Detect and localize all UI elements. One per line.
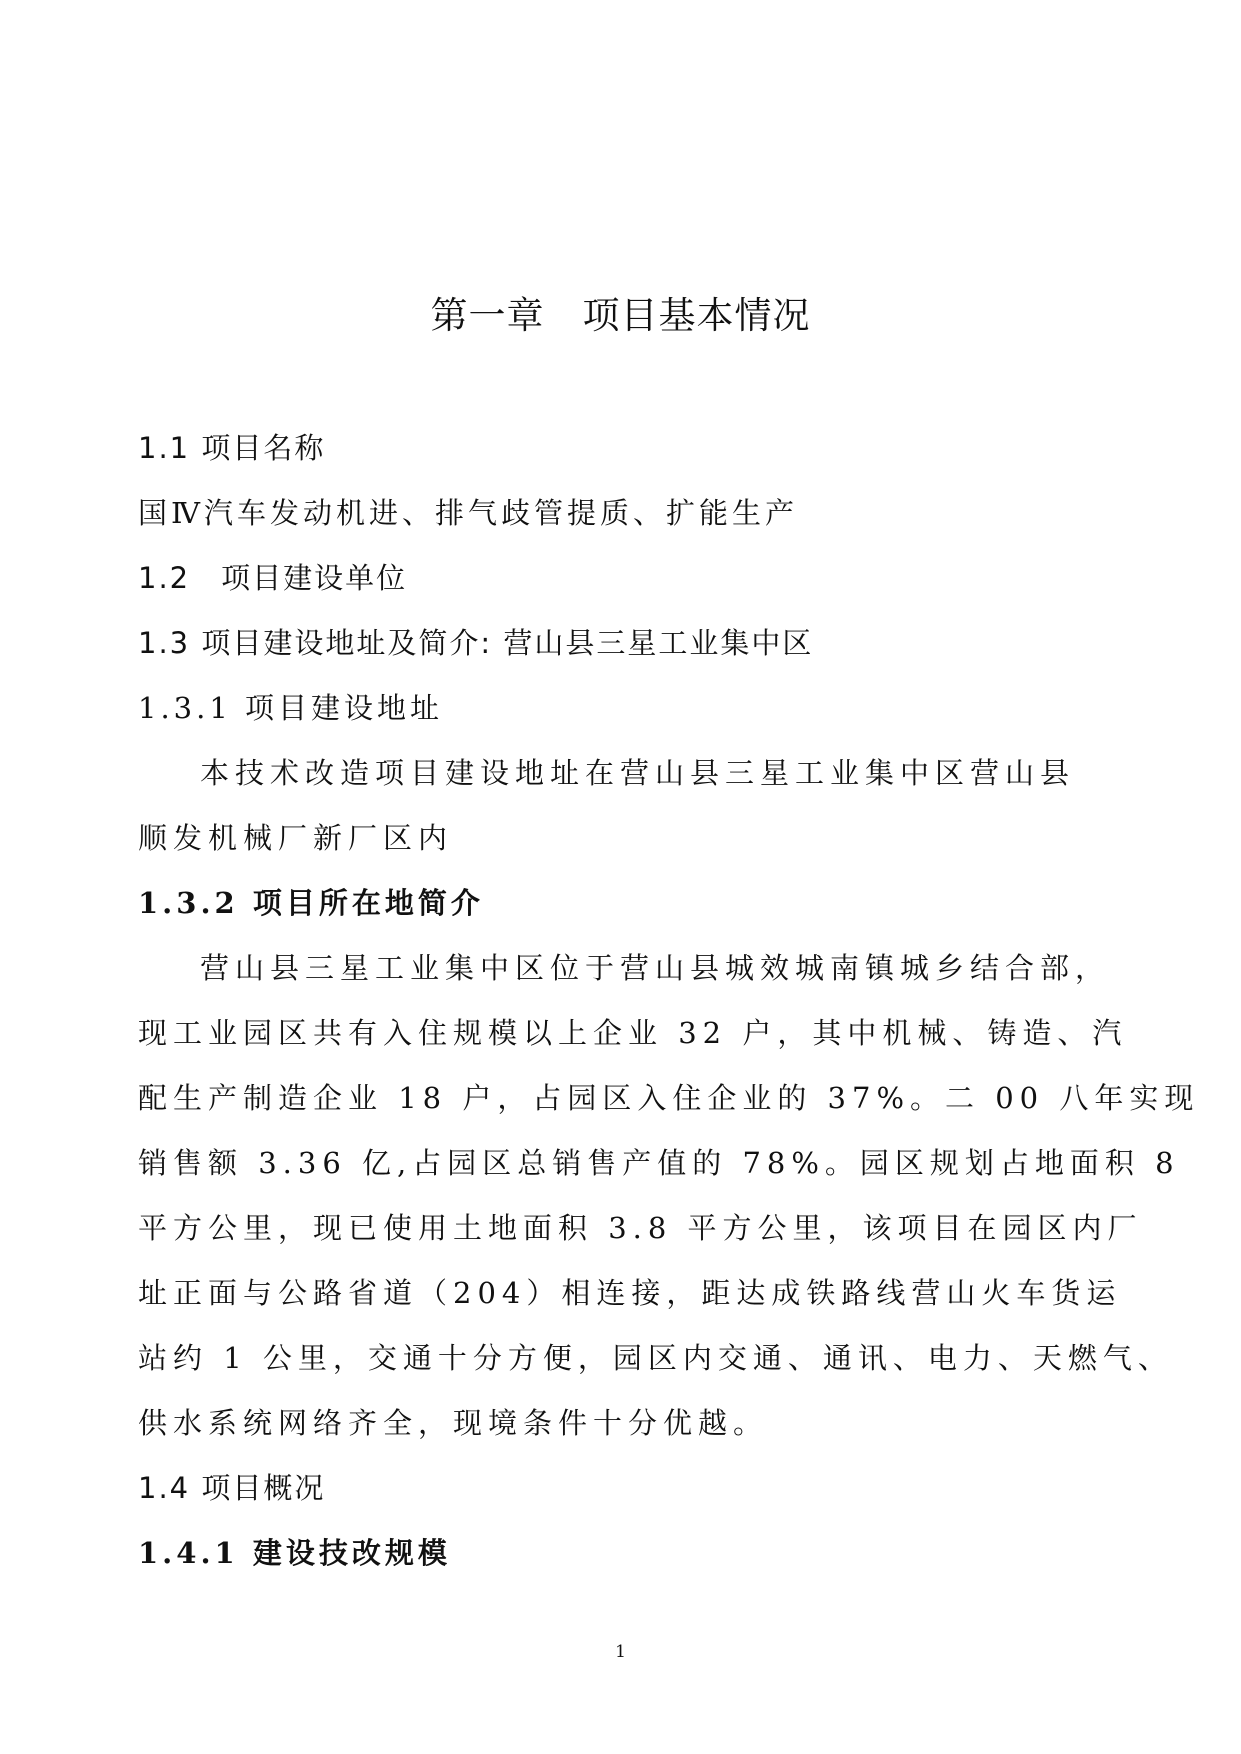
section-heading-1-4: 1.4 项目概况 <box>138 1471 326 1505</box>
section-heading-1-4-1: 1.4.1 建设技改规模 <box>138 1536 451 1570</box>
paragraph-line: 配生产制造企业 18 户，占园区入住企业的 37%。二 00 八年实现 <box>138 1081 1200 1115</box>
section-heading-1-3-1: 1.3.1 项目建设地址 <box>138 691 444 725</box>
section-heading-1-3: 1.3 项目建设地址及简介: 营山县三星工业集中区 <box>138 626 814 660</box>
paragraph-line: 销售额 3.36 亿,占园区总销售产值的 78%。园区规划占地面积 8 <box>138 1146 1180 1180</box>
section-heading-1-2: 1.2 项目建设单位 <box>138 561 408 595</box>
section-heading-1-3-2: 1.3.2 项目所在地简介 <box>138 886 484 920</box>
page-number: 1 <box>615 1642 626 1662</box>
paragraph-line: 址正面与公路省道（204）相连接，距达成铁路线营山火车货运 <box>138 1276 1122 1310</box>
paragraph-line: 平方公里，现已使用土地面积 3.8 平方公里，该项目在园区内厂 <box>138 1211 1143 1245</box>
paragraph-line: 站约 1 公里，交通十分方便，园区内交通、通讯、电力、天燃气、 <box>138 1341 1173 1375</box>
project-name: 国Ⅳ汽车发动机进、排气歧管提质、扩能生产 <box>138 496 798 530</box>
paragraph-line: 本技术改造项目建设地址在营山县三星工业集中区营山县 <box>200 756 1076 790</box>
chapter-title: 第一章 项目基本情况 <box>430 294 811 337</box>
section-heading-1-1: 1.1 项目名称 <box>138 431 326 465</box>
paragraph-line: 顺发机械厂新厂区内 <box>138 821 454 855</box>
paragraph-line: 供水系统网络齐全，现境条件十分优越。 <box>138 1406 769 1440</box>
paragraph-line: 营山县三星工业集中区位于营山县城效城南镇城乡结合部， <box>200 951 1111 985</box>
paragraph-line: 现工业园区共有入住规模以上企业 32 户，其中机械、铸造、汽 <box>138 1016 1128 1050</box>
